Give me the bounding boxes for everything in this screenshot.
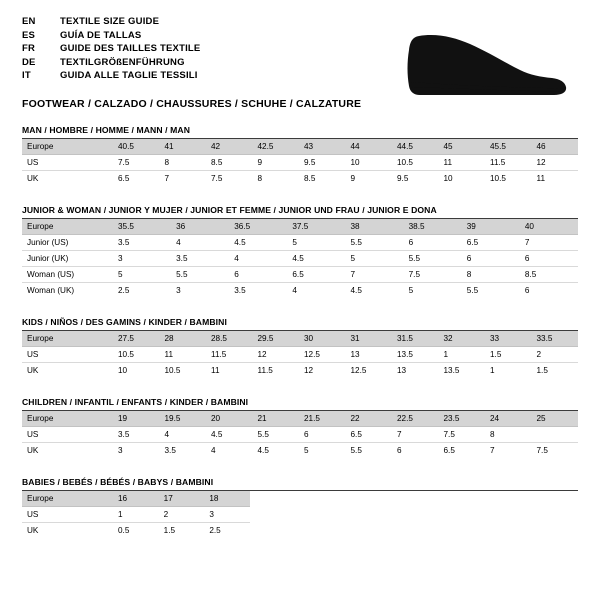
row-label: Europe: [22, 219, 113, 235]
language-title: GUIDE DES TAILLES TEXTILE: [60, 43, 201, 54]
size-cell: 8.5: [206, 155, 253, 171]
size-cell: 45.5: [485, 139, 532, 155]
size-cell: 7.5: [404, 267, 462, 283]
size-cell: 7: [490, 446, 495, 455]
size-cell: 3: [113, 251, 171, 267]
size-cell: 1.5: [485, 347, 532, 363]
row-label: US: [22, 347, 113, 363]
size-cell: 22.5: [392, 411, 439, 427]
table-row: [22, 235, 578, 251]
size-cell: 11: [536, 174, 545, 183]
size-cell: 9: [253, 155, 300, 171]
size-cell: 7.5: [211, 174, 223, 183]
language-row: [22, 30, 200, 44]
size-cell: 9.5: [299, 155, 346, 171]
size-cell: 19.5: [160, 411, 207, 427]
size-block: [22, 125, 578, 186]
size-cell: 33.5: [532, 331, 579, 347]
size-cell: 13: [346, 347, 393, 363]
size-cell: 5.5: [466, 286, 479, 295]
size-cell: 46: [532, 139, 579, 155]
size-cell: 39: [462, 219, 520, 235]
size-block-title: KIDS / NIÑOS / DES GAMINS / KINDER / BAMBINI: [22, 317, 578, 331]
size-cell: 12: [304, 366, 314, 375]
size-cell: 32: [439, 331, 486, 347]
size-cell: 3.5: [113, 427, 160, 443]
size-cell: 28: [160, 331, 207, 347]
size-cell: 38: [346, 219, 404, 235]
size-cell: 1: [439, 347, 486, 363]
size-cell: 21.5: [299, 411, 346, 427]
language-titles: [22, 16, 200, 84]
size-cell: 4.5: [287, 251, 345, 267]
size-cell: 25: [532, 411, 579, 427]
size-cell: 17: [159, 491, 205, 507]
size-cell: 5.5: [171, 267, 229, 283]
size-table: [22, 331, 578, 378]
size-cell: 5.5: [350, 446, 362, 455]
row-label: UK: [27, 526, 39, 535]
size-cell: 30: [299, 331, 346, 347]
size-cell: 6.5: [287, 267, 345, 283]
row-label: UK: [27, 174, 39, 183]
language-row: [22, 43, 200, 57]
size-cell: 4: [229, 251, 287, 267]
size-cell: 2: [532, 347, 579, 363]
size-cell: 12: [253, 347, 300, 363]
category-title: FOOTWEAR / CALZADO / CHAUSSURES / SCHUHE / CALZATURE: [22, 97, 362, 110]
size-cell: 13: [397, 366, 407, 375]
size-cell: 44.5: [392, 139, 439, 155]
table-row: [22, 443, 578, 459]
size-cell: 12: [532, 155, 579, 171]
size-block-title: BABIES / BEBÉS / BÉBÉS / BABYS / BAMBINI: [22, 477, 578, 491]
size-cell: 1: [113, 507, 159, 523]
size-block: [22, 397, 578, 458]
size-cell: 2: [159, 507, 205, 523]
size-table: [22, 411, 578, 458]
size-cell: 4: [292, 286, 297, 295]
size-cell: 7: [392, 427, 439, 443]
size-cell: 5: [346, 251, 404, 267]
size-cell: 6: [524, 286, 530, 295]
language-title: GUIDA ALLE TAGLIE TESSILI: [60, 70, 198, 81]
row-label: US: [22, 427, 113, 443]
size-cell: 2.5: [118, 286, 130, 295]
language-code: EN: [22, 16, 36, 27]
size-cell: 19: [113, 411, 160, 427]
size-cell: 7: [520, 235, 578, 251]
size-cell: 7.5: [536, 446, 548, 455]
size-cell: 10: [346, 155, 393, 171]
row-label: Junior (US): [22, 235, 113, 251]
size-cell: 12.5: [299, 347, 346, 363]
size-cell: 7: [164, 174, 170, 183]
size-cell: 8.5: [520, 267, 578, 283]
size-cell: 38.5: [404, 219, 462, 235]
size-cell: 4.5: [206, 427, 253, 443]
size-cell: 3.5: [164, 446, 176, 455]
size-cell: 8: [462, 267, 520, 283]
table-row: [22, 267, 578, 283]
size-cell: 5.5: [404, 251, 462, 267]
size-cell: 9.5: [397, 174, 409, 183]
language-title: GUÍA DE TALLAS: [60, 29, 142, 41]
size-cell: 13.5: [443, 366, 460, 375]
size-cell: 36.5: [229, 219, 287, 235]
size-cell: 11.5: [206, 347, 253, 363]
size-blocks: [22, 125, 578, 538]
size-block-title: MAN / HOMBRE / HOMME / MANN / MAN: [22, 125, 578, 139]
row-label: Junior (UK): [22, 251, 113, 267]
size-cell: 10.5: [164, 366, 181, 375]
table-row: [22, 331, 578, 347]
size-cell: 3: [204, 507, 250, 523]
row-label: US: [22, 507, 113, 523]
size-cell: 7.5: [113, 155, 160, 171]
table-row: [22, 171, 578, 187]
size-cell: 23.5: [439, 411, 486, 427]
size-cell: 36: [171, 219, 229, 235]
table-row: [22, 363, 578, 379]
size-table: [22, 491, 250, 538]
size-cell: 33: [485, 331, 532, 347]
size-cell: [532, 427, 579, 443]
size-cell: 8: [160, 155, 207, 171]
language-code: ES: [22, 29, 36, 41]
size-cell: 6.5: [443, 446, 455, 455]
size-cell: 31: [346, 331, 393, 347]
language-row: [22, 70, 200, 84]
size-cell: 5: [287, 235, 345, 251]
row-label: Woman (UK): [27, 286, 75, 295]
language-row: [22, 57, 200, 71]
size-cell: 6.5: [462, 235, 520, 251]
size-cell: 3.5: [113, 235, 171, 251]
size-cell: 29.5: [253, 331, 300, 347]
size-cell: 27.5: [113, 331, 160, 347]
size-cell: 3: [118, 446, 123, 455]
size-cell: 20: [206, 411, 253, 427]
size-cell: 11: [211, 366, 220, 375]
size-cell: 21: [253, 411, 300, 427]
table-row: [22, 491, 250, 507]
size-cell: 11.5: [257, 366, 273, 375]
language-title: TEXTILE SIZE GUIDE: [60, 16, 160, 27]
size-table: [22, 139, 578, 186]
size-cell: 4: [211, 446, 216, 455]
size-cell: 5.5: [253, 427, 300, 443]
table-row: [22, 347, 578, 363]
size-cell: 8: [257, 174, 263, 183]
size-cell: 4.5: [350, 286, 362, 295]
language-code: DE: [22, 56, 36, 68]
size-cell: 3.5: [234, 286, 246, 295]
size-cell: 40: [520, 219, 578, 235]
size-block-title: CHILDREN / INFANTIL / ENFANTS / KINDER / BAMBINI: [22, 397, 578, 411]
row-label: Europe: [22, 331, 113, 347]
table-row: [22, 507, 250, 523]
row-label: UK: [27, 446, 39, 455]
size-cell: 4: [171, 235, 229, 251]
size-table: [22, 219, 578, 298]
size-cell: 16: [113, 491, 159, 507]
size-cell: 13.5: [392, 347, 439, 363]
table-row: [22, 283, 578, 299]
size-cell: 44: [346, 139, 393, 155]
size-cell: 11: [439, 155, 486, 171]
size-cell: 5: [408, 286, 414, 295]
size-cell: 8: [485, 427, 532, 443]
size-cell: 7: [346, 267, 404, 283]
size-cell: 3.5: [171, 251, 229, 267]
size-cell: 1.5: [163, 526, 176, 535]
size-cell: 41: [160, 139, 207, 155]
size-cell: 4.5: [229, 235, 287, 251]
size-cell: 5: [113, 267, 171, 283]
size-cell: 31.5: [392, 331, 439, 347]
row-label: Europe: [22, 139, 113, 155]
size-cell: 6.5: [118, 174, 130, 183]
size-block-title: JUNIOR & WOMAN / JUNIOR Y MUJER / JUNIOR ET FEMME / JUNIOR UND FRAU / JUNIOR E DONA: [22, 205, 578, 219]
table-row: [22, 155, 578, 171]
size-block: [22, 317, 578, 378]
row-label: UK: [27, 366, 39, 375]
size-cell: 10: [443, 174, 453, 183]
row-label: Europe: [22, 411, 113, 427]
size-cell: 6: [299, 427, 346, 443]
size-cell: 10: [118, 366, 128, 375]
row-label: Europe: [22, 491, 113, 507]
language-code: IT: [22, 70, 31, 81]
table-row: [22, 411, 578, 427]
size-cell: 10.5: [392, 155, 439, 171]
row-label: US: [22, 155, 113, 171]
size-cell: 6: [520, 251, 578, 267]
table-row: [22, 219, 578, 235]
size-cell: 28.5: [206, 331, 253, 347]
size-block: [22, 477, 578, 538]
table-row: [22, 251, 578, 267]
size-cell: 6.5: [346, 427, 393, 443]
size-cell: 9: [350, 174, 356, 183]
row-label: Woman (US): [22, 267, 113, 283]
size-cell: 12.5: [350, 366, 367, 375]
size-cell: 40.5: [113, 139, 160, 155]
size-cell: 24: [485, 411, 532, 427]
size-cell: 42: [206, 139, 253, 155]
dress-shoe-icon: [378, 30, 568, 102]
size-cell: 1.5: [536, 366, 548, 375]
size-cell: 10.5: [490, 174, 506, 183]
size-cell: 10.5: [113, 347, 160, 363]
language-code: FR: [22, 43, 36, 54]
size-cell: 5.5: [346, 235, 404, 251]
size-cell: 11.5: [485, 155, 532, 171]
size-cell: 22: [346, 411, 393, 427]
size-cell: 7.5: [439, 427, 486, 443]
table-row: [22, 427, 578, 443]
document-header: [22, 16, 578, 110]
size-cell: 35.5: [113, 219, 171, 235]
size-cell: 42.5: [253, 139, 300, 155]
size-cell: 3: [176, 286, 181, 295]
size-cell: 6: [397, 446, 402, 455]
size-cell: 11: [160, 347, 207, 363]
table-row: [22, 139, 578, 155]
size-cell: 43: [299, 139, 346, 155]
size-cell: 6: [404, 235, 462, 251]
size-cell: 6: [229, 267, 287, 283]
size-cell: 45: [439, 139, 486, 155]
language-row: [22, 16, 200, 30]
language-title: TEXTILGRÖßENFÜHRUNG: [60, 56, 185, 68]
size-cell: 2.5: [209, 526, 221, 535]
size-cell: 4.5: [257, 446, 269, 455]
size-cell: 1: [490, 366, 495, 375]
size-cell: 18: [204, 491, 250, 507]
size-cell: 37.5: [287, 219, 345, 235]
size-cell: 8.5: [304, 174, 316, 183]
size-cell: 6: [462, 251, 520, 267]
size-cell: 0.5: [118, 526, 130, 535]
table-row: [22, 523, 250, 539]
size-cell: 5: [304, 446, 309, 455]
size-cell: 4: [160, 427, 207, 443]
size-block: [22, 205, 578, 298]
